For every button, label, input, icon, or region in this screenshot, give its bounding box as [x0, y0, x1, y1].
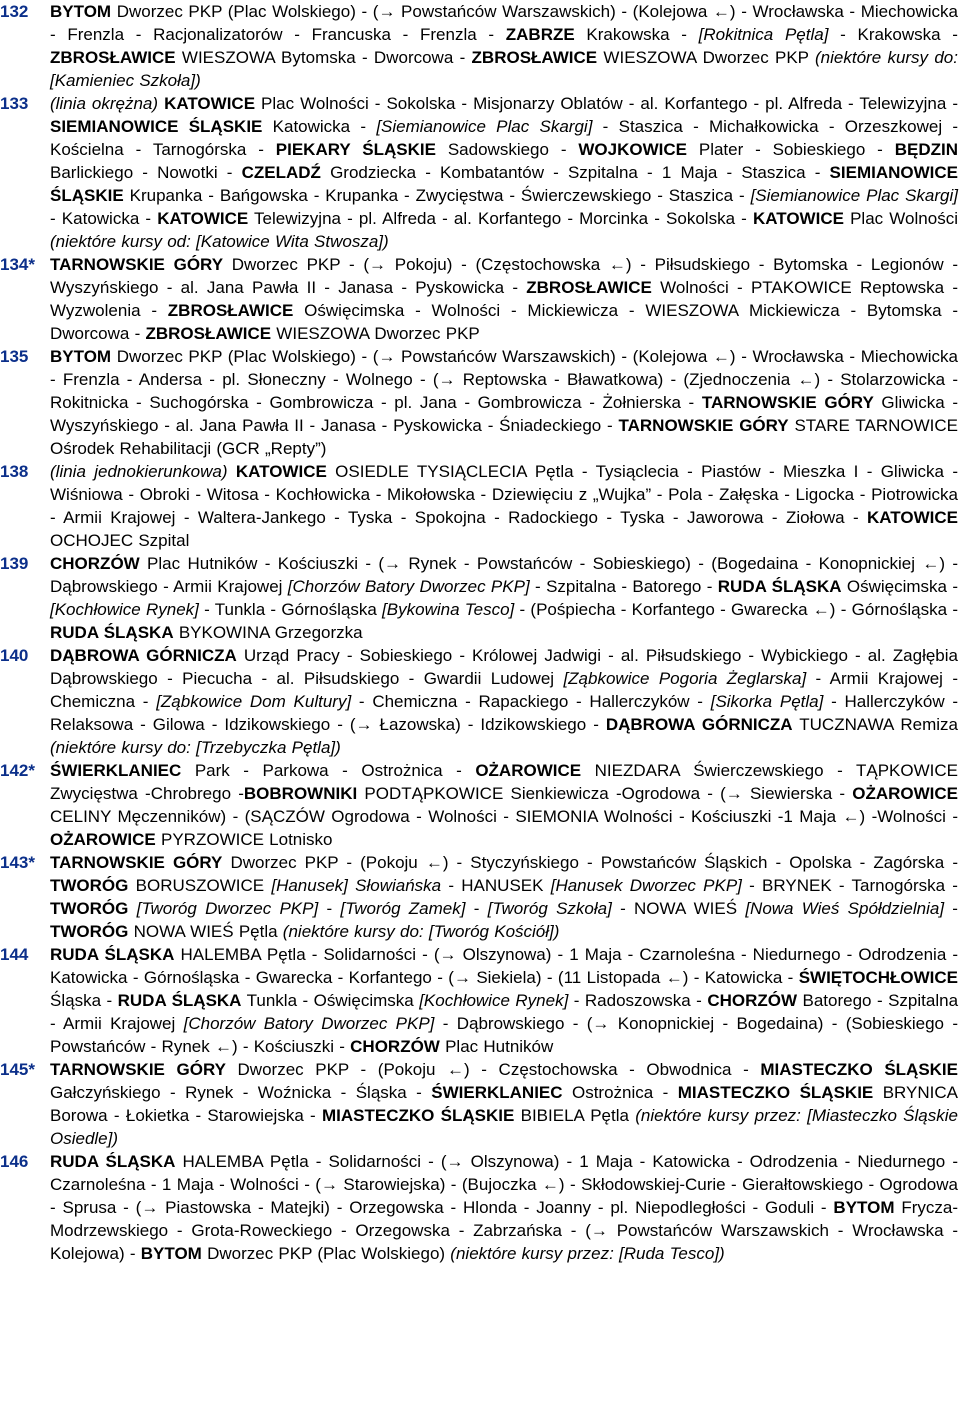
route-text: Plac Wolności - Sokolska - Misjonarzy Oblatów - al. Korfantego - pl. Alfreda - Telewizyjna -	[255, 94, 958, 113]
city-name: TARNOWSKIE GÓRY	[618, 416, 789, 435]
route-text: WIESZOWA Dworzec PKP	[271, 324, 480, 343]
route-text: NOWA WIEŚ Pętla	[128, 922, 283, 941]
route-text: Gliwicka - Wyszyńskiego - al. Jana Pawła II - Janasa - Pyskowicka - Śniadeckiego -	[50, 393, 958, 435]
route-entry	[0, 0, 958, 92]
route-text: - (Pośpiecha - Korfantego - Gwarecka ←) - Górnośląska -	[514, 600, 958, 619]
city-name: RUDA ŚLĄSKA	[117, 991, 242, 1010]
city-name: TARNOWSKIE GÓRY	[701, 393, 874, 412]
route-text: Dworzec PKP (Plac Wolskiego)	[201, 1244, 451, 1263]
city-name: TARNOWSKIE GÓRY	[50, 853, 223, 872]
route-entry	[0, 759, 958, 851]
city-name: SIEMIANOWICE ŚLĄSKIE	[50, 117, 263, 136]
city-name: BĘDZIN	[894, 140, 958, 159]
city-name: RUDA ŚLĄSKA	[50, 945, 175, 964]
route-description	[50, 253, 958, 345]
route-entry	[0, 644, 958, 759]
city-name: TWORÓG	[50, 922, 129, 941]
city-name: TWORÓG	[50, 876, 129, 895]
stop-note: [Tworóg Szkoła]	[487, 899, 612, 918]
route-text: - Szpitalna - Batorego -	[529, 577, 718, 596]
route-entry	[0, 460, 958, 552]
stop-note: [Hanusek] Słowiańska	[271, 876, 442, 895]
route-description	[50, 345, 958, 460]
route-text: Urząd Pracy - Sobieskiego - Królowej Jadwigi - al. Piłsudskiego - Wybickiego - al. Zagłębia Dąbrowskiego - Piecucha - al. Piłsudskiego - Gwardii Ludowej	[50, 646, 958, 688]
stop-note: [Tworóg Zamek]	[340, 899, 466, 918]
stop-note: (niektóre kursy do: [Kamieniec Szkoła])	[50, 48, 958, 90]
city-name: SIEMIANOWICE ŚLĄSKIE	[50, 163, 958, 205]
route-text: Katowicka -	[262, 117, 377, 136]
route-text: - Staszica - Michałkowicka - Orzeszkowej - Kościelna - Tarnogórska -	[50, 117, 959, 159]
route-text: - BRYNEK - Tarnogórska -	[741, 876, 958, 895]
route-number: 134*	[0, 255, 35, 274]
stop-note: [Sikorka Pętla]	[710, 692, 824, 711]
route-text: - Radoszowska -	[568, 991, 708, 1010]
route-text	[128, 899, 136, 918]
route-text: Krakowska -	[574, 25, 699, 44]
city-name: MIASTECZKO ŚLĄSKIE	[677, 1083, 874, 1102]
stop-note: [Chorzów Batory Dworzec PKP]	[183, 1014, 435, 1033]
city-name: ŚWIERKLANIEC	[50, 761, 182, 780]
route-number: 144	[0, 945, 29, 964]
route-text: NIEZDARA Świerczewskiego - TĄPKOWICE Zwycięstwa -Chrobrego -	[50, 761, 958, 803]
route-text: BIBIELA Pętla	[514, 1106, 636, 1125]
route-text: PYRZOWICE Lotnisko	[155, 830, 333, 849]
route-description	[50, 851, 958, 943]
route-text: - Tunkla - Górnośląska	[198, 600, 383, 619]
route-text: Grodziecka - Kombatantów - Szpitalna - 1 Maja - Staszica -	[320, 163, 830, 182]
route-text: Batorego - Szpitalna - Armii Krajowej	[50, 991, 959, 1033]
route-text: Dworzec PKP (Plac Wolskiego) - (→ Powstańców Warszawskich) - (Kolejowa ←) - Wrocławska - Miechowicka - Frenzla - Racjonalizatorów - Francuska - Frenzla -	[50, 2, 958, 44]
city-name: WOJKOWICE	[578, 140, 687, 159]
stop-note: [Ząbkowice Pogoria Żeglarska]	[563, 669, 807, 688]
city-name: TARNOWSKIE GÓRY	[50, 1060, 226, 1079]
route-entry	[0, 345, 958, 460]
route-text: Barlickiego - Nowotki -	[50, 163, 242, 182]
route-text: Śląska -	[50, 991, 118, 1010]
stop-note: [Kochłowice Rynek]	[419, 991, 569, 1010]
city-name: DĄBROWA GÓRNICZA	[50, 646, 237, 665]
stop-note: (niektóre kursy do: [Trzebyczka Pętla])	[50, 738, 341, 757]
city-name: ZBROSŁAWICE	[145, 324, 272, 343]
route-text: WIESZOWA Bytomska - Dworcowa -	[175, 48, 472, 67]
route-text: BORUSZOWICE	[128, 876, 272, 895]
route-text: -	[318, 899, 341, 918]
route-text: BRYNICA Borowa - Łokietka - Starowiejska -	[50, 1083, 958, 1125]
route-text: Plac Hutników	[439, 1037, 554, 1056]
city-name: OŻAROWICE	[50, 830, 156, 849]
route-number: 133	[0, 94, 29, 113]
city-name: BOBROWNIKI	[243, 784, 358, 803]
route-entry	[0, 851, 958, 943]
route-text: Plater - Sobieskiego -	[686, 140, 895, 159]
city-name: BYTOM	[833, 1198, 895, 1217]
stop-note: (niektóre kursy przez: [Miasteczko Śląskie Osiedle])	[50, 1106, 958, 1148]
route-entry	[0, 1058, 958, 1150]
stop-note: [Tworóg Dworzec PKP]	[136, 899, 319, 918]
city-name: PIEKARY ŚLĄSKIE	[275, 140, 436, 159]
stop-note: [Bykowina Tesco]	[382, 600, 515, 619]
route-text: HALEMBA Pętla - Solidarności - (→ Olszynowa) - 1 Maja - Czarnoleśna - Niedurnego - Odrodzenia - Katowicka - Górnośląska - Gwarecka - Korfantego - (→ Siekiela) - (11 Listopada ←) - Katowicka -	[50, 945, 959, 987]
stop-note: (niektóre kursy przez: [Ruda Tesco])	[450, 1244, 725, 1263]
route-text: HALEMBA Pętla - Solidarności - (→ Olszynowa) - 1 Maja - Katowicka - Odrodzenia - Niedurnego - Czarnoleśna - 1 Maja - Wolności - (→ Starowiejska) - (Bujoczka ←) - Skłodowskiej-Curie - Gierałtowskiego - Ogrodowa - Sprusa - (→ Piastowska - Matejki) - Orzegowska - Hlonda - Joanny - pl. Niepodległości - Goduli -	[50, 1152, 958, 1217]
route-entry	[0, 92, 958, 253]
route-text: Plac Wolności	[843, 209, 958, 228]
city-name: KATOWICE	[157, 209, 249, 228]
city-name: CHORZÓW	[50, 554, 140, 573]
route-text: Tunkla - Oświęcimska	[241, 991, 420, 1010]
route-text: - NOWA WIEŚ	[611, 899, 746, 918]
route-description	[50, 1058, 958, 1150]
city-name: OŻAROWICE	[475, 761, 582, 780]
stop-note: [Siemianowice Plac Skargi]	[750, 186, 959, 205]
route-description	[50, 0, 958, 92]
stop-note: [Chorzów Batory Dworzec PKP]	[287, 577, 530, 596]
stop-note: (niektóre kursy od: [Katowice Wita Stwosza])	[50, 232, 389, 251]
city-name: ZBROSŁAWICE	[526, 278, 652, 297]
route-description	[50, 92, 958, 253]
city-name: ZBROSŁAWICE	[167, 301, 294, 320]
route-entry	[0, 1150, 958, 1265]
route-text: PODTĄPKOWICE Sienkiewicza -Ogrodowa - (→ Siewierska -	[357, 784, 853, 803]
city-name: MIASTECZKO ŚLĄSKIE	[322, 1106, 515, 1125]
route-text: Park - Parkowa - Ostrożnica -	[181, 761, 476, 780]
stop-note: [Rokitnica Pętla]	[698, 25, 829, 44]
route-text: OCHOJEC Szpital	[50, 531, 190, 550]
stop-note: (linia okrężna)	[50, 94, 159, 113]
route-text: - Krakowska -	[828, 25, 958, 44]
route-text: Oświęcimska - Wolności - Mickiewicza - WIESZOWA Mickiewicza - Bytomska - Dworcowa -	[50, 301, 958, 343]
city-name: BYTOM	[50, 347, 112, 366]
city-name: DĄBROWA GÓRNICZA	[605, 715, 793, 734]
route-entry	[0, 552, 958, 644]
route-text: -	[465, 899, 488, 918]
route-text: - Katowicka -	[50, 209, 158, 228]
route-number: 143*	[0, 853, 35, 872]
city-name: CHORZÓW	[350, 1037, 440, 1056]
city-name: CHORZÓW	[707, 991, 798, 1010]
route-entry	[0, 253, 958, 345]
route-description	[50, 552, 958, 644]
route-number: 138	[0, 462, 29, 481]
route-description	[50, 1150, 958, 1265]
route-number: 139	[0, 554, 29, 573]
stop-note: [Siemianowice Plac Skargi]	[376, 117, 593, 136]
route-text: -	[944, 899, 958, 918]
route-text: Oświęcimska -	[841, 577, 959, 596]
city-name: KATOWICE	[164, 94, 256, 113]
city-name: ŚWIERKLANIEC	[431, 1083, 563, 1102]
city-name: TARNOWSKIE GÓRY	[50, 255, 224, 274]
city-name: CZELADŹ	[241, 163, 321, 182]
route-number: 132	[0, 2, 29, 21]
route-description	[50, 943, 958, 1058]
route-number: 135	[0, 347, 29, 366]
city-name: TWORÓG	[50, 899, 129, 918]
stop-note: [Ząbkowice Dom Kultury]	[156, 692, 352, 711]
route-text: Krupanka - Bańgowska - Krupanka - Zwycięstwa - Świerczewskiego - Staszica -	[123, 186, 751, 205]
stop-note: (niektóre kursy do: [Tworóg Kościół])	[282, 922, 560, 941]
city-name: ŚWIĘTOCHŁOWICE	[798, 968, 958, 987]
route-number: 145*	[0, 1060, 35, 1079]
city-name: MIASTECZKO ŚLĄSKIE	[760, 1060, 958, 1079]
route-description	[50, 644, 958, 759]
route-number: 146	[0, 1152, 29, 1171]
stop-note: (linia jednokierunkowa)	[50, 462, 228, 481]
route-text: Frycza-Modrzewskiego - Grota-Roweckiego - Orzegowska - Zabrzańska - (→ Powstańców Warszawskich - Wrocławska - Kolejowa) -	[50, 1198, 958, 1263]
route-text: Dworzec PKP - (→ Pokoju) - (Częstochowska ←) - Piłsudskiego - Bytomska - Legionów - Wyszyńskiego - al. Jana Pawła II - Janasa - Pyskowicka -	[50, 255, 958, 297]
route-entry	[0, 943, 958, 1058]
city-name: ZABRZE	[505, 25, 575, 44]
route-text: - Armii Krajowej - Chemiczna -	[50, 669, 959, 711]
route-text: Gałczyńskiego - Rynek - Woźnicka - Śląska -	[50, 1083, 432, 1102]
route-text: OSIEDLE TYSIĄCLECIA Pętla - Tysiąclecia - Piastów - Mieszka I - Gliwicka - Wiśniowa - Obroki - Witosa - Kochłowicka - Mikołowska - Dziewięciu z „Wujka” - Pola - Załęska - Ligocka - Piotrowicka - Armii Krajowej - Waltera-Jankego - Tyska - Spokojna - Radockiego - Tyska - Jaworowa - Ziołowa -	[50, 462, 958, 527]
route-text: BYKOWINA Grzegorzka	[173, 623, 363, 642]
city-name: KATOWICE	[867, 508, 958, 527]
city-name: KATOWICE	[752, 209, 844, 228]
stop-note: [Nowa Wieś Spółdzielnia]	[745, 899, 945, 918]
city-name: ZBROSŁAWICE	[50, 48, 176, 67]
route-text: Dworzec PKP - (Pokoju ←) - Częstochowska - Obwodnica -	[225, 1060, 761, 1079]
route-description	[50, 460, 958, 552]
route-text: Dworzec PKP (Plac Wolskiego) - (→ Powstańców Warszawskich) - (Kolejowa ←) - Wrocławska - Miechowicka - Frenzla - Andersa - pl. Słoneczny - Wolnego - (→ Reptowska - Bławatkowa) - (Zjednoczenia ←) - Stolarzowicka - Rokitnicka - Suchogórska - Gombrowicza - pl. Jana - Gombrowicza - Żołnierska -	[50, 347, 958, 412]
route-text: Telewizyjna - pl. Alfreda - al. Korfantego - Morcinka - Sokolska -	[248, 209, 753, 228]
route-text: Ostrożnica -	[562, 1083, 678, 1102]
city-name: RUDA ŚLĄSKA	[50, 1152, 176, 1171]
city-name: BYTOM	[50, 2, 112, 21]
route-text: - HANUSEK	[441, 876, 551, 895]
route-text: - Chemiczna - Rapackiego - Hallerczyków -	[351, 692, 711, 711]
route-text: Plac Hutników - Kościuszki - (→ Rynek - Powstańców - Sobieskiego) - (Bogedaina - Konopnickiej ←) - Dąbrowskiego - Armii Krajowej	[50, 554, 958, 596]
city-name: OŻAROWICE	[852, 784, 958, 803]
city-name: ZBROSŁAWICE	[471, 48, 598, 67]
route-text: Wolności - PTAKOWICE Reptowska - Wyzwolenia -	[50, 278, 959, 320]
route-text: STARE TARNOWICE Ośrodek Rehabilitacji (GCR „Repty”)	[50, 416, 958, 458]
route-text: Sadowskiego -	[435, 140, 579, 159]
city-name: RUDA ŚLĄSKA	[50, 623, 174, 642]
city-name: RUDA ŚLĄSKA	[717, 577, 842, 596]
route-text: WIESZOWA Dworzec PKP	[597, 48, 816, 67]
route-text: - Hallerczyków - Relaksowa - Gilowa - Idzikowskiego - (→ Łazowska) - Idzikowskiego -	[50, 692, 959, 734]
city-name: BYTOM	[140, 1244, 202, 1263]
route-number: 142*	[0, 761, 35, 780]
city-name: KATOWICE	[235, 462, 327, 481]
route-text: CELINY Męczenników) - (SĄCZÓW Ogrodowa - Wolności - SIEMONIA Wolności - Kościuszki -1 Maja ←) -Wolności -	[50, 807, 958, 826]
stop-note: [Hanusek Dworzec PKP]	[550, 876, 742, 895]
route-description	[50, 759, 958, 851]
route-text: - Dąbrowskiego - (→ Konopnickiej - Bogedaina) - (Sobieskiego - Powstańców - Rynek ←) - Kościuszki -	[50, 1014, 958, 1056]
route-number: 140	[0, 646, 29, 665]
stop-note: [Kochłowice Rynek]	[50, 600, 199, 619]
route-text: TUCZNAWA Remiza	[792, 715, 958, 734]
route-text	[228, 462, 236, 481]
route-text: Dworzec PKP - (Pokoju ←) - Styczyńskiego - Powstańców Śląskich - Opolska - Zagórska -	[222, 853, 958, 872]
